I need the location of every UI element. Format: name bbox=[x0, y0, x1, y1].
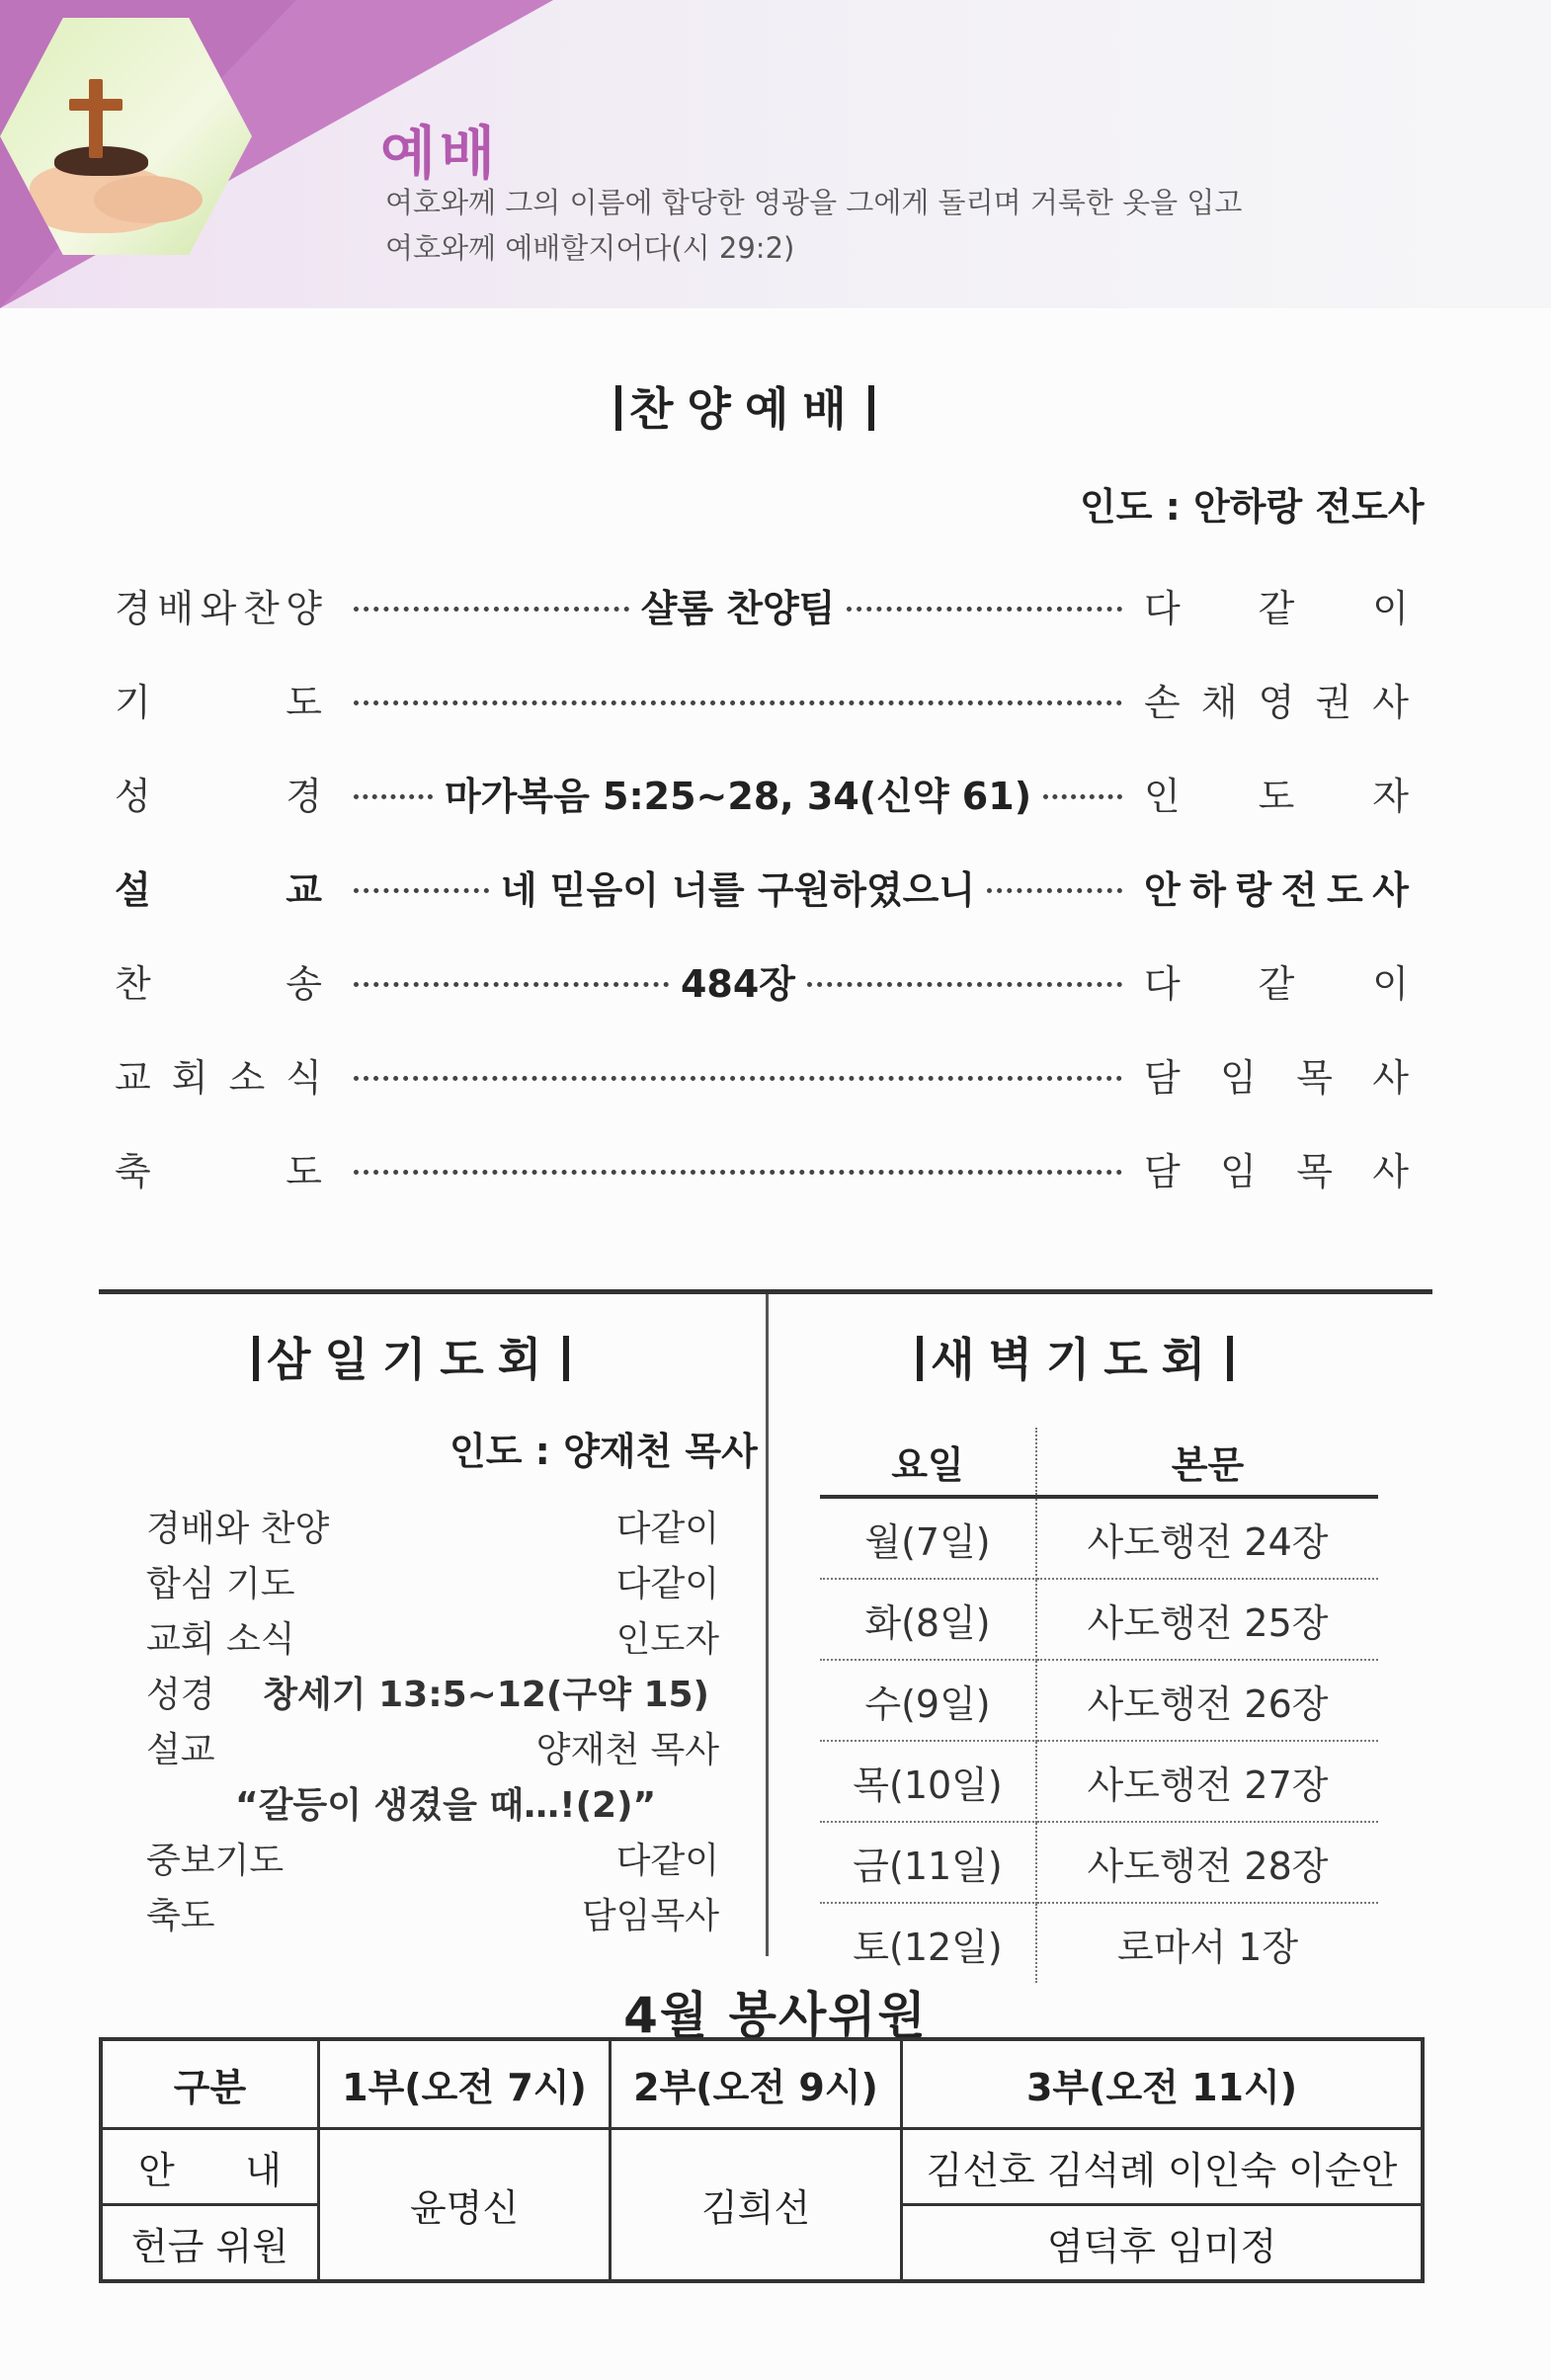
label-char: 교 bbox=[115, 1056, 151, 1100]
program-item-text: 484장 bbox=[680, 962, 796, 1006]
person-char: 담 bbox=[1144, 1056, 1181, 1100]
program-item-text: 샬롬 찬양팀 bbox=[640, 587, 836, 630]
wednesday-item-value: 담임목사 bbox=[581, 1896, 719, 1936]
label-char: 경 bbox=[286, 775, 322, 818]
verse-line-1: 여호와께 그의 이름에 합당한 영광을 그에게 돌리며 거룩한 옷을 입고 bbox=[385, 186, 1243, 219]
label-char: 양 bbox=[286, 587, 322, 630]
program-item-person bbox=[1144, 860, 1409, 914]
dawn-day: 월(7일) bbox=[820, 1497, 1036, 1579]
wednesday-row bbox=[146, 1889, 719, 1944]
person-char: 사 bbox=[1372, 1150, 1409, 1193]
service-3-offering: 염덕후 임미정 bbox=[902, 2205, 1424, 2282]
person-char: 이 bbox=[1372, 587, 1409, 630]
wednesday-row bbox=[146, 1834, 719, 1889]
usher-label: 안 내 bbox=[101, 2129, 319, 2205]
wednesday-item-value: 다같이 bbox=[615, 1564, 719, 1604]
dot-leader bbox=[354, 1170, 1122, 1175]
dot-leader bbox=[807, 982, 1122, 987]
program-row bbox=[115, 1121, 1409, 1215]
label-char: 경 bbox=[115, 587, 151, 630]
wednesday-row bbox=[146, 1502, 719, 1557]
service-2-volunteer: 김희선 bbox=[611, 2129, 902, 2282]
wednesday-item-value: 양재천 목사 bbox=[535, 1730, 719, 1770]
label-char: 송 bbox=[286, 962, 322, 1006]
label-char: 식 bbox=[286, 1056, 322, 1100]
program-row bbox=[115, 558, 1409, 652]
banner-title: 예배 bbox=[380, 120, 500, 187]
service-2-header: 2부(오전 9시) bbox=[611, 2039, 902, 2129]
person-char: 권 bbox=[1315, 681, 1352, 724]
verse-line-2: 여호와께 예배할지어다(시 29:2) bbox=[385, 231, 795, 265]
day-header: 요일 bbox=[820, 1428, 1036, 1497]
wednesday-item-value: 다같이 bbox=[615, 1509, 719, 1549]
volunteers-table bbox=[99, 2037, 1425, 2283]
label-char: 성 bbox=[115, 775, 151, 818]
person-char: 도 bbox=[1327, 868, 1363, 912]
person-char: 사 bbox=[1372, 868, 1409, 912]
program-item-label bbox=[115, 1141, 322, 1195]
label-char: 설 bbox=[115, 868, 151, 912]
dot-leader bbox=[1043, 794, 1122, 799]
wednesday-row bbox=[146, 1668, 719, 1723]
program-item-person bbox=[1144, 1047, 1409, 1102]
wednesday-item-value: 다같이 bbox=[615, 1841, 719, 1881]
label-char: 찬 bbox=[115, 962, 151, 1006]
label-char: 와 bbox=[200, 587, 237, 630]
program-item-text: 마가복음 5:25~28, 34(신약 61) bbox=[444, 775, 1032, 818]
dawn-passage: 사도행전 26장 bbox=[1036, 1660, 1378, 1741]
wednesday-row bbox=[146, 1723, 719, 1778]
program-item-detail bbox=[322, 953, 1144, 1008]
wednesday-item-value: 인도자 bbox=[615, 1619, 719, 1660]
category-header: 구분 bbox=[101, 2039, 319, 2129]
dot-leader bbox=[987, 888, 1122, 893]
service-3-ushers: 김선호 김석례 이인숙 이순안 bbox=[902, 2129, 1424, 2205]
person-char: 영 bbox=[1258, 681, 1295, 724]
dawn-row bbox=[820, 1903, 1378, 1983]
program-item-text: 네 믿음이 너를 구원하였으니 bbox=[500, 868, 976, 912]
person-char: 다 bbox=[1144, 587, 1181, 630]
program-item-detail bbox=[322, 697, 1144, 701]
wednesday-item-label: 중보기도 bbox=[146, 1841, 285, 1881]
person-char: 같 bbox=[1258, 587, 1295, 630]
column-divider bbox=[766, 1294, 769, 1956]
person-char: 안 bbox=[1144, 868, 1181, 912]
program-item-person bbox=[1144, 578, 1409, 632]
program-row bbox=[115, 746, 1409, 840]
wednesday-sermon-title: “갈등이 생겼을 때…!(2)” bbox=[235, 1785, 657, 1826]
person-char: 랑 bbox=[1235, 868, 1272, 912]
dawn-row bbox=[820, 1822, 1378, 1903]
service-3-header: 3부(오전 11시) bbox=[902, 2039, 1424, 2129]
program-item-label bbox=[115, 860, 322, 914]
dawn-day: 금(11일) bbox=[820, 1822, 1036, 1903]
person-char: 사 bbox=[1372, 681, 1409, 724]
program-item-label bbox=[115, 1047, 322, 1102]
dot-leader bbox=[354, 888, 489, 893]
wednesday-row bbox=[146, 1612, 719, 1668]
person-char: 손 bbox=[1144, 681, 1181, 724]
dawn-passage: 로마서 1장 bbox=[1116, 1925, 1299, 1969]
label-char: 도 bbox=[286, 1150, 322, 1193]
praise-leader: 인도 : 안하랑 전도사 bbox=[1080, 485, 1425, 529]
program-item-person bbox=[1144, 953, 1409, 1008]
passage-header: 본문 bbox=[1036, 1428, 1378, 1497]
dot-leader bbox=[354, 1076, 1122, 1081]
program-item-detail bbox=[322, 1166, 1144, 1171]
label-char: 기 bbox=[115, 681, 151, 724]
label-char: 축 bbox=[115, 1150, 151, 1193]
program-item-detail bbox=[322, 578, 1144, 632]
volunteers-header-row bbox=[101, 2039, 1423, 2129]
wednesday-item-label: 축도 bbox=[146, 1896, 215, 1936]
dot-leader bbox=[354, 607, 629, 612]
wednesday-prayer-title: 삼일기도회 bbox=[245, 1324, 577, 1389]
label-char: 배 bbox=[157, 587, 195, 630]
dot-leader bbox=[354, 794, 433, 799]
dawn-header-row bbox=[820, 1428, 1378, 1497]
dot-leader bbox=[354, 982, 669, 987]
program-item-person bbox=[1144, 1141, 1409, 1195]
dot-leader bbox=[354, 700, 1122, 705]
dawn-prayer-title: 새벽기도회 bbox=[909, 1324, 1241, 1389]
dawn-row bbox=[820, 1660, 1378, 1741]
program-row bbox=[115, 652, 1409, 746]
wednesday-row bbox=[146, 1557, 719, 1612]
program-item-detail bbox=[322, 766, 1144, 820]
person-char: 다 bbox=[1144, 962, 1181, 1006]
person-char: 채 bbox=[1200, 681, 1238, 724]
banner-verse bbox=[385, 180, 1373, 271]
person-char: 하 bbox=[1189, 868, 1226, 912]
service-1-header: 1부(오전 7시) bbox=[319, 2039, 611, 2129]
program-item-person bbox=[1144, 672, 1409, 726]
program-row bbox=[115, 840, 1409, 934]
person-char: 목 bbox=[1296, 1056, 1333, 1100]
person-char: 사 bbox=[1372, 1056, 1409, 1100]
dot-leader bbox=[847, 607, 1122, 612]
program-row bbox=[115, 1027, 1409, 1121]
dawn-day: 목(10일) bbox=[820, 1741, 1036, 1822]
program-row bbox=[115, 934, 1409, 1027]
person-char: 같 bbox=[1258, 962, 1295, 1006]
program-item-label bbox=[115, 672, 322, 726]
label-char: 소 bbox=[228, 1056, 266, 1100]
wednesday-leader: 인도 : 양재천 목사 bbox=[449, 1430, 758, 1473]
program-item-detail bbox=[322, 1072, 1144, 1077]
wednesday-item-label: 합심 기도 bbox=[146, 1564, 295, 1604]
service-1-volunteer: 윤명신 bbox=[319, 2129, 611, 2282]
dawn-row bbox=[820, 1579, 1378, 1660]
person-char: 인 bbox=[1144, 775, 1181, 818]
person-char: 도 bbox=[1258, 775, 1295, 818]
dawn-day: 토(12일) bbox=[820, 1903, 1036, 1983]
wednesday-item-label: 교회 소식 bbox=[146, 1619, 295, 1660]
dawn-passage: 사도행전 25장 bbox=[1036, 1579, 1378, 1660]
person-char: 목 bbox=[1296, 1150, 1333, 1193]
dawn-passage: 사도행전 27장 bbox=[1036, 1741, 1378, 1822]
person-char: 담 bbox=[1144, 1150, 1181, 1193]
dawn-row bbox=[820, 1497, 1378, 1579]
volunteers-title: 4월 봉사위원 bbox=[623, 1987, 928, 2044]
label-char: 회 bbox=[171, 1056, 208, 1100]
wednesday-item-value: 창세기 13:5~12(구약 15) bbox=[263, 1675, 709, 1715]
label-char: 도 bbox=[286, 681, 322, 724]
person-char: 이 bbox=[1372, 962, 1409, 1006]
dawn-day: 화(8일) bbox=[820, 1579, 1036, 1660]
praise-service-title: 찬양예배 bbox=[608, 373, 882, 439]
program-item-label bbox=[115, 766, 322, 820]
praise-program bbox=[115, 558, 1409, 1215]
wednesday-item-label: 경배와 찬양 bbox=[146, 1509, 330, 1549]
person-char: 임 bbox=[1220, 1056, 1257, 1100]
program-item-label bbox=[115, 578, 322, 632]
person-char: 임 bbox=[1220, 1150, 1257, 1193]
dawn-row bbox=[820, 1741, 1378, 1822]
dawn-passage: 사도행전 24장 bbox=[1036, 1497, 1378, 1579]
wednesday-item-label: 성경 bbox=[146, 1675, 215, 1715]
label-char: 찬 bbox=[242, 587, 280, 630]
offering-label: 헌금 위원 bbox=[101, 2205, 319, 2282]
program-item-detail bbox=[322, 860, 1144, 914]
label-char: 교 bbox=[286, 868, 322, 912]
program-item-label bbox=[115, 953, 322, 1008]
person-char: 자 bbox=[1372, 775, 1409, 818]
person-char: 전 bbox=[1280, 868, 1318, 912]
program-item-person bbox=[1144, 766, 1409, 820]
wednesday-item-label: 설교 bbox=[146, 1730, 215, 1770]
usher-row bbox=[101, 2129, 1423, 2205]
dawn-day: 수(9일) bbox=[820, 1660, 1036, 1741]
wednesday-program bbox=[146, 1502, 719, 1944]
dawn-passage: 사도행전 28장 bbox=[1036, 1822, 1378, 1903]
dawn-schedule-table bbox=[820, 1428, 1378, 1983]
